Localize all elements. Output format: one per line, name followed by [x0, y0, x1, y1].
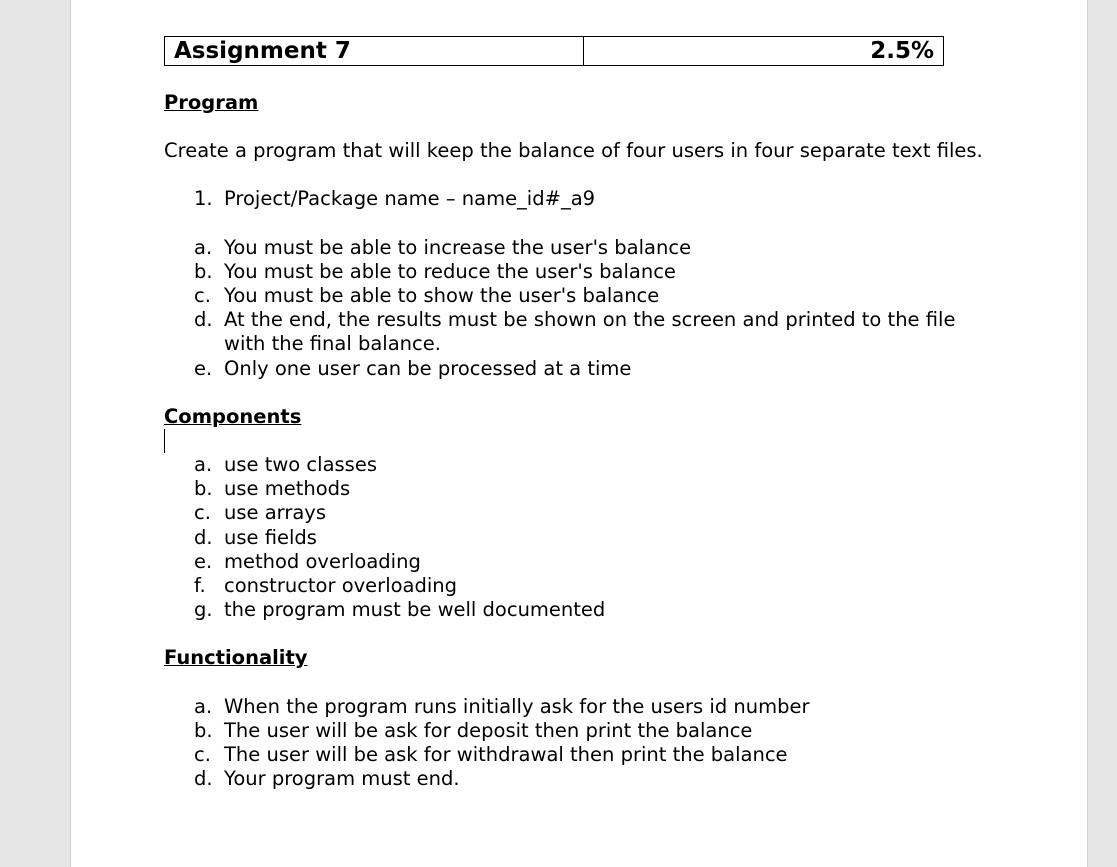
list-item-text: You must be able to increase the user's balance	[224, 235, 692, 259]
list-item-text: The user will be ask for deposit then print the balance	[224, 718, 753, 742]
list-item	[164, 743, 984, 767]
components-heading: Components	[164, 404, 302, 428]
program-requirements-list	[164, 236, 984, 381]
list-marker: a.	[194, 694, 213, 718]
list-item	[164, 453, 984, 477]
list-marker: g.	[194, 598, 213, 622]
assignment-header-table	[164, 36, 944, 66]
functionality-heading: Functionality	[164, 646, 308, 670]
list-marker: d.	[194, 767, 213, 791]
list-item	[164, 187, 984, 211]
list-marker: f.	[194, 574, 206, 598]
document-page	[70, 0, 1088, 867]
list-item	[164, 719, 984, 743]
program-intro: Create a program that will keep the balance of four users in four separate text files.	[164, 139, 983, 163]
list-marker: b.	[194, 259, 213, 283]
list-item-text: use fields	[224, 525, 317, 549]
list-marker: a.	[194, 235, 213, 259]
assignment-weight: 2.5%	[584, 37, 944, 66]
list-item	[164, 550, 984, 574]
list-marker: e.	[194, 549, 213, 573]
list-item	[164, 598, 984, 622]
list-marker: c.	[194, 501, 211, 525]
list-item-text: At the end, the results must be shown on the screen and printed to the file with the final balance.	[224, 308, 956, 356]
list-item-text: use arrays	[224, 501, 327, 525]
list-marker: d.	[194, 308, 213, 332]
list-marker: b.	[194, 477, 213, 501]
list-item-text: Only one user can be processed at a time	[224, 356, 632, 380]
list-item-text: use methods	[224, 477, 351, 501]
list-marker: c.	[194, 284, 211, 308]
list-item-text: The user will be ask for withdrawal then print the balance	[224, 743, 788, 767]
list-item-text: use two classes	[224, 453, 378, 477]
text-cursor	[164, 429, 165, 453]
document-content[interactable]	[164, 36, 984, 791]
list-item	[164, 526, 984, 550]
list-item-text: When the program runs initially ask for the users id number	[224, 694, 810, 718]
list-item	[164, 695, 984, 719]
list-item	[164, 477, 984, 501]
list-item-text: Project/Package name – name_id#_a9	[224, 187, 596, 211]
list-marker: 1.	[194, 187, 213, 211]
list-item-text: the program must be well documented	[224, 598, 606, 622]
assignment-title: Assignment 7	[165, 37, 584, 66]
functionality-list	[164, 695, 984, 792]
list-marker: e.	[194, 356, 213, 380]
list-item	[164, 501, 984, 525]
list-item	[164, 260, 984, 284]
list-item-text: constructor overloading	[224, 574, 458, 598]
list-marker: c.	[194, 743, 211, 767]
list-item-text: Your program must end.	[224, 767, 460, 791]
list-item	[164, 236, 984, 260]
program-heading: Program	[164, 91, 259, 114]
list-item-text: You must be able to show the user's balance	[224, 284, 660, 308]
list-item	[164, 357, 984, 381]
list-marker: d.	[194, 525, 213, 549]
list-item	[164, 284, 984, 308]
program-numbered-list	[164, 187, 984, 211]
list-marker: b.	[194, 718, 213, 742]
list-item	[164, 308, 984, 356]
list-item	[164, 767, 984, 791]
list-item-text: method overloading	[224, 549, 421, 573]
list-marker: a.	[194, 453, 213, 477]
components-list	[164, 453, 984, 622]
list-item-text: You must be able to reduce the user's balance	[224, 259, 676, 283]
list-item	[164, 574, 984, 598]
